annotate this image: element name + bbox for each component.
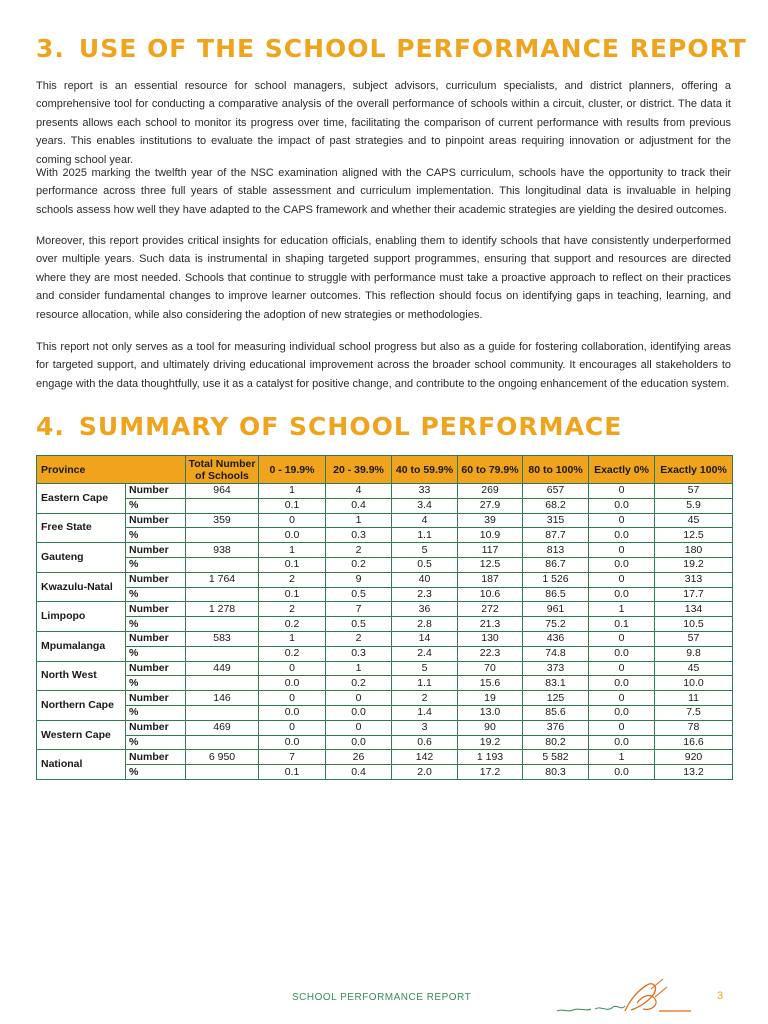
number-cell: 0: [259, 661, 326, 676]
province-name-eastern-cape: Eastern Cape: [37, 484, 126, 514]
percent-cell: 22.3: [458, 646, 523, 661]
percent-cell: 10.0: [655, 676, 733, 691]
percent-cell: 0.0: [589, 557, 655, 572]
percent-cell: 12.5: [458, 557, 523, 572]
percent-cell: 16.6: [655, 735, 733, 750]
table-row: [37, 646, 733, 661]
number-cell: 0: [259, 691, 326, 706]
total-schools-gauteng: 938: [186, 543, 259, 558]
total-schools-national: 6 950: [186, 750, 259, 765]
row-label-percent: %: [126, 587, 186, 602]
percent-cell: 13.2: [655, 765, 733, 780]
number-cell: 70: [458, 661, 523, 676]
percent-cell: 10.9: [458, 528, 523, 543]
percent-cell: 1.1: [392, 676, 458, 691]
row-label-number: Number: [126, 661, 186, 676]
percent-cell: 80.2: [523, 735, 589, 750]
percent-cell: 0.3: [326, 646, 392, 661]
number-cell: 11: [655, 691, 733, 706]
total-schools-eastern-cape: 964: [186, 484, 259, 499]
percent-cell: 7.5: [655, 705, 733, 720]
header-exactly-0: Exactly 0%: [589, 456, 655, 484]
percent-cell: 17.2: [458, 765, 523, 780]
number-cell: 0: [326, 691, 392, 706]
section-4-number: 4.: [36, 412, 65, 441]
table-row: [37, 572, 733, 587]
number-cell: 315: [523, 513, 589, 528]
number-cell: 0: [589, 720, 655, 735]
number-cell: 180: [655, 543, 733, 558]
percent-cell: 0.5: [326, 617, 392, 632]
number-cell: 45: [655, 513, 733, 528]
row-label-number: Number: [126, 720, 186, 735]
number-cell: 0: [259, 720, 326, 735]
header-60-79: 60 to 79.9%: [458, 456, 523, 484]
total-schools-percent-empty: [186, 735, 259, 750]
section-4-heading: [36, 412, 622, 441]
number-cell: 1 526: [523, 572, 589, 587]
header-0-19: 0 - 19.9%: [259, 456, 326, 484]
percent-cell: 17.7: [655, 587, 733, 602]
number-cell: 7: [259, 750, 326, 765]
percent-cell: 12.5: [655, 528, 733, 543]
table-row: [37, 691, 733, 706]
section-3-title: USE OF THE SCHOOL PERFORMANCE REPORT: [78, 34, 747, 63]
table-row: [37, 484, 733, 499]
number-cell: 0: [589, 572, 655, 587]
number-cell: 0: [589, 691, 655, 706]
number-cell: 0: [589, 513, 655, 528]
header-40-59: 40 to 59.9%: [392, 456, 458, 484]
section-3-paragraph-2: With 2025 marking the twelfth year of the NSC examination aligned with the CAPS curriculum, schools have the opportunity to track their performance across three full years of stable assessment and curriculum implementation. This longitudinal data is invaluable in helping schools assess how well they have adapted to the CAPS framework and whether their academic strategies are yielding the desired outcomes.: [36, 167, 731, 216]
percent-cell: 68.2: [523, 498, 589, 513]
row-label-number: Number: [126, 543, 186, 558]
percent-cell: 0.3: [326, 528, 392, 543]
header-province: Province: [37, 456, 186, 484]
table-row: [37, 631, 733, 646]
number-cell: 0: [589, 631, 655, 646]
percent-cell: 0.0: [589, 735, 655, 750]
number-cell: 14: [392, 631, 458, 646]
page-number: 3: [717, 990, 724, 1002]
number-cell: 1: [259, 543, 326, 558]
table-row: [37, 513, 733, 528]
total-schools-percent-empty: [186, 676, 259, 691]
table-row: [37, 543, 733, 558]
percent-cell: 0.5: [392, 557, 458, 572]
number-cell: 130: [458, 631, 523, 646]
percent-cell: 86.5: [523, 587, 589, 602]
number-cell: 19: [458, 691, 523, 706]
header-80-100: 80 to 100%: [523, 456, 589, 484]
percent-cell: 75.2: [523, 617, 589, 632]
percent-cell: 27.9: [458, 498, 523, 513]
row-label-number: Number: [126, 631, 186, 646]
percent-cell: 0.1: [259, 587, 326, 602]
row-label-number: Number: [126, 572, 186, 587]
number-cell: 26: [326, 750, 392, 765]
row-label-percent: %: [126, 735, 186, 750]
number-cell: 313: [655, 572, 733, 587]
percent-cell: 83.1: [523, 676, 589, 691]
number-cell: 36: [392, 602, 458, 617]
number-cell: 39: [458, 513, 523, 528]
footer-report-title: SCHOOL PERFORMANCE REPORT: [292, 992, 472, 1003]
percent-cell: 80.3: [523, 765, 589, 780]
total-schools-mpumalanga: 583: [186, 631, 259, 646]
province-name-western-cape: Western Cape: [37, 720, 126, 750]
total-schools-percent-empty: [186, 587, 259, 602]
percent-cell: 9.8: [655, 646, 733, 661]
percent-cell: 0.6: [392, 735, 458, 750]
province-name-gauteng: Gauteng: [37, 543, 126, 573]
table-row: [37, 617, 733, 632]
percent-cell: 0.0: [589, 587, 655, 602]
number-cell: 376: [523, 720, 589, 735]
percent-cell: 1.4: [392, 705, 458, 720]
percent-cell: 21.3: [458, 617, 523, 632]
row-label-percent: %: [126, 646, 186, 661]
section-3-paragraph-3: Moreover, this report provides critical insights for education officials, enabling them to identify schools that have consistently underperformed over multiple years. Such data is instrumental in shaping targeted support programmes, ensuring that support and resources are directed where they are most needed. Schools that continue to struggle with performance must take a proactive approach to reflect on their practices and consider fundamental changes to improve learner outcomes. This reflection should focus on identifying gaps in teaching, learning, and resource allocation, while also considering the adoption of new strategies or methodologies.: [36, 235, 731, 321]
total-schools-percent-empty: [186, 557, 259, 572]
percent-cell: 2.0: [392, 765, 458, 780]
number-cell: 1: [326, 661, 392, 676]
number-cell: 2: [259, 572, 326, 587]
percent-cell: 10.5: [655, 617, 733, 632]
row-label-number: Number: [126, 484, 186, 499]
total-schools-percent-empty: [186, 765, 259, 780]
province-name-northern-cape: Northern Cape: [37, 691, 126, 721]
table-header-row: [37, 456, 733, 484]
table-row: [37, 676, 733, 691]
number-cell: 0: [589, 543, 655, 558]
number-cell: 2: [326, 631, 392, 646]
total-schools-percent-empty: [186, 617, 259, 632]
total-schools-limpopo: 1 278: [186, 602, 259, 617]
number-cell: 5 582: [523, 750, 589, 765]
percent-cell: 3.4: [392, 498, 458, 513]
number-cell: 187: [458, 572, 523, 587]
number-cell: 1: [259, 631, 326, 646]
header-20-39: 20 - 39.9%: [326, 456, 392, 484]
number-cell: 0: [326, 720, 392, 735]
table-row: [37, 735, 733, 750]
percent-cell: 0.0: [589, 498, 655, 513]
province-name-limpopo: Limpopo: [37, 602, 126, 632]
number-cell: 269: [458, 484, 523, 499]
number-cell: 57: [655, 631, 733, 646]
section-4-title: SUMMARY OF SCHOOL PERFORMACE: [78, 412, 623, 441]
province-name-kwazulu-natal: Kwazulu-Natal: [37, 572, 126, 602]
row-label-percent: %: [126, 557, 186, 572]
table-row: [37, 557, 733, 572]
percent-cell: 0.0: [589, 646, 655, 661]
number-cell: 1: [259, 484, 326, 499]
percent-cell: 85.6: [523, 705, 589, 720]
percent-cell: 0.0: [259, 735, 326, 750]
percent-cell: 5.9: [655, 498, 733, 513]
percent-cell: 13.0: [458, 705, 523, 720]
percent-cell: 0.1: [259, 557, 326, 572]
total-schools-kwazulu-natal: 1 764: [186, 572, 259, 587]
row-label-percent: %: [126, 705, 186, 720]
table-row: [37, 528, 733, 543]
number-cell: 4: [326, 484, 392, 499]
row-label-percent: %: [126, 617, 186, 632]
percent-cell: 0.2: [326, 676, 392, 691]
total-schools-percent-empty: [186, 646, 259, 661]
percent-cell: 0.0: [326, 735, 392, 750]
number-cell: 1: [589, 602, 655, 617]
percent-cell: 0.0: [259, 705, 326, 720]
header-exactly-100: Exactly 100%: [655, 456, 733, 484]
number-cell: 142: [392, 750, 458, 765]
percent-cell: 19.2: [655, 557, 733, 572]
total-schools-free-state: 359: [186, 513, 259, 528]
number-cell: 0: [589, 661, 655, 676]
table-row: [37, 587, 733, 602]
province-name-national: National: [37, 750, 126, 780]
table-row: [37, 720, 733, 735]
row-label-number: Number: [126, 602, 186, 617]
row-label-percent: %: [126, 676, 186, 691]
row-label-percent: %: [126, 528, 186, 543]
percent-cell: 0.0: [326, 705, 392, 720]
percent-cell: 0.0: [589, 676, 655, 691]
percent-cell: 19.2: [458, 735, 523, 750]
table-row: [37, 498, 733, 513]
section-3-number: 3.: [36, 34, 65, 63]
number-cell: 1: [589, 750, 655, 765]
table-row: [37, 765, 733, 780]
total-schools-percent-empty: [186, 705, 259, 720]
number-cell: 2: [259, 602, 326, 617]
table-row: [37, 602, 733, 617]
percent-cell: 0.0: [589, 765, 655, 780]
number-cell: 1 193: [458, 750, 523, 765]
table-row: [37, 750, 733, 765]
header-total-schools: Total Number of Schools: [186, 456, 259, 484]
percent-cell: 2.4: [392, 646, 458, 661]
number-cell: 3: [392, 720, 458, 735]
section-3-paragraph-4: This report not only serves as a tool for measuring individual school progress but also as a guide for fostering collaboration, identifying areas for targeted support, and ultimately driving educational improvement across the broader school community. It encourages all stakeholders to engage with the data thoughtfully, use it as a catalyst for positive change, and contribute to the ongoing enhancement of the education system.: [36, 341, 731, 390]
total-schools-western-cape: 469: [186, 720, 259, 735]
percent-cell: 15.6: [458, 676, 523, 691]
province-name-free-state: Free State: [37, 513, 126, 543]
percent-cell: 0.2: [259, 646, 326, 661]
number-cell: 40: [392, 572, 458, 587]
percent-cell: 0.1: [259, 498, 326, 513]
number-cell: 657: [523, 484, 589, 499]
number-cell: 920: [655, 750, 733, 765]
table-row: [37, 705, 733, 720]
signature-logo: [555, 975, 695, 1020]
percent-cell: 0.4: [326, 498, 392, 513]
table-row: [37, 661, 733, 676]
total-schools-percent-empty: [186, 498, 259, 513]
number-cell: 373: [523, 661, 589, 676]
row-label-percent: %: [126, 498, 186, 513]
number-cell: 45: [655, 661, 733, 676]
total-schools-northern-cape: 146: [186, 691, 259, 706]
number-cell: 813: [523, 543, 589, 558]
number-cell: 2: [326, 543, 392, 558]
number-cell: 2: [392, 691, 458, 706]
province-name-mpumalanga: Mpumalanga: [37, 631, 126, 661]
number-cell: 5: [392, 661, 458, 676]
percent-cell: 0.1: [259, 765, 326, 780]
number-cell: 134: [655, 602, 733, 617]
number-cell: 90: [458, 720, 523, 735]
number-cell: 7: [326, 602, 392, 617]
row-label-percent: %: [126, 765, 186, 780]
number-cell: 117: [458, 543, 523, 558]
number-cell: 961: [523, 602, 589, 617]
percent-cell: 0.0: [589, 705, 655, 720]
row-label-number: Number: [126, 750, 186, 765]
number-cell: 9: [326, 572, 392, 587]
row-label-number: Number: [126, 513, 186, 528]
number-cell: 57: [655, 484, 733, 499]
percent-cell: 74.8: [523, 646, 589, 661]
row-label-number: Number: [126, 691, 186, 706]
number-cell: 78: [655, 720, 733, 735]
percent-cell: 0.4: [326, 765, 392, 780]
percent-cell: 0.2: [259, 617, 326, 632]
percent-cell: 0.0: [589, 528, 655, 543]
school-performance-table: [36, 455, 733, 780]
section-3-paragraph-1: This report is an essential resource for school managers, subject advisors, curriculum specialists, and district planners, offering a comprehensive tool for conducting a comparative analysis of the overall performance of schools within a circuit, cluster, or district. The data it presents allows each school to monitor its progress over time, facilitating the comparison of current performance with results from previous years. This enables institutions to evaluate the impact of past strategies and to pinpoint areas requiring innovation or adjustment for the coming school year.: [36, 80, 731, 166]
percent-cell: 0.0: [259, 528, 326, 543]
total-schools-north-west: 449: [186, 661, 259, 676]
percent-cell: 2.8: [392, 617, 458, 632]
number-cell: 272: [458, 602, 523, 617]
number-cell: 0: [259, 513, 326, 528]
percent-cell: 1.1: [392, 528, 458, 543]
number-cell: 1: [326, 513, 392, 528]
number-cell: 4: [392, 513, 458, 528]
number-cell: 0: [589, 484, 655, 499]
number-cell: 125: [523, 691, 589, 706]
number-cell: 33: [392, 484, 458, 499]
percent-cell: 0.2: [326, 557, 392, 572]
total-schools-percent-empty: [186, 528, 259, 543]
table-body: [37, 484, 733, 780]
percent-cell: 86.7: [523, 557, 589, 572]
number-cell: 5: [392, 543, 458, 558]
province-name-north-west: North West: [37, 661, 126, 691]
percent-cell: 2.3: [392, 587, 458, 602]
percent-cell: 10.6: [458, 587, 523, 602]
percent-cell: 0.0: [259, 676, 326, 691]
percent-cell: 0.1: [589, 617, 655, 632]
section-3-heading: [36, 34, 747, 63]
percent-cell: 87.7: [523, 528, 589, 543]
number-cell: 436: [523, 631, 589, 646]
percent-cell: 0.5: [326, 587, 392, 602]
